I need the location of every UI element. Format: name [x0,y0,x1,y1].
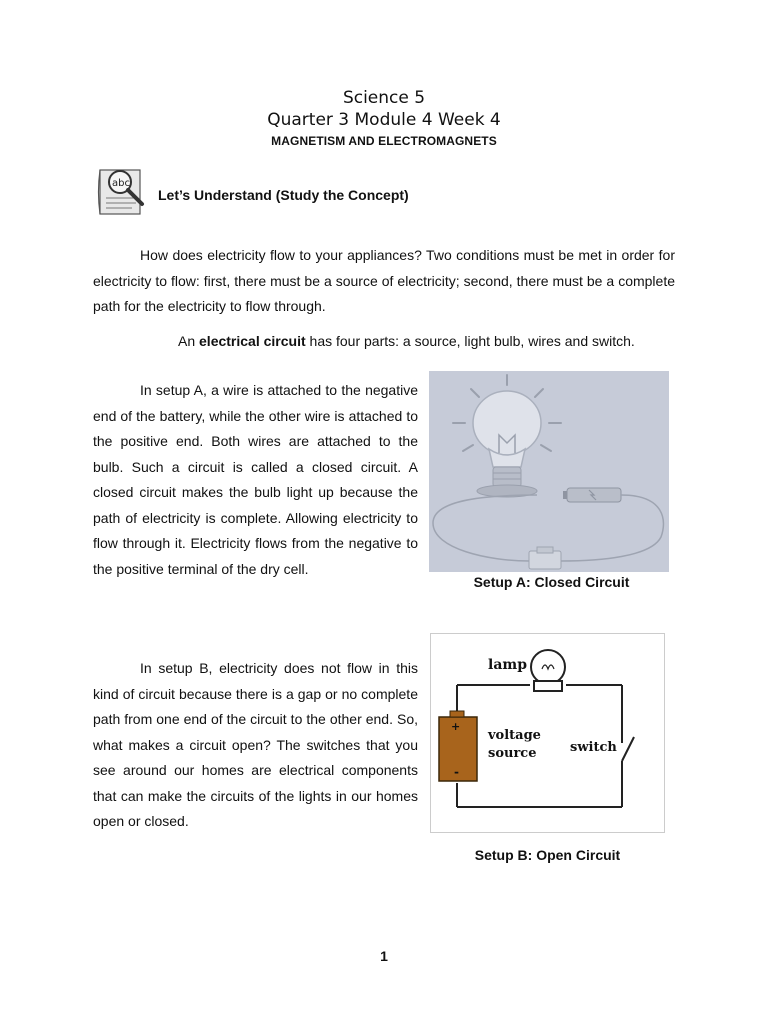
lamp-label: lamp [488,657,527,673]
module-title: Quarter 3 Module 4 Week 4 [267,110,501,130]
open-circuit-figure [430,633,665,833]
source-label: source [488,746,537,761]
subject-title: Science 5 [342,88,426,108]
setup-a-caption: Setup A: Closed Circuit [473,574,630,590]
page-number: 1 [380,948,388,964]
negative-terminal-label: - [454,765,459,779]
voltage-label: voltage [488,728,541,743]
electrical-circuit-term: electrical circuit [199,333,306,349]
positive-terminal-label: + [451,720,461,733]
paragraph-circuit-parts [93,329,675,355]
setup-b-caption: Setup B: Open Circuit [474,847,621,863]
topic-title: MAGNETISM AND ELECTROMAGNETS [271,134,497,148]
closed-circuit-figure [429,371,669,572]
paragraph-intro: How does electricity flow to your appliances? Two conditions must be met in order for electricity to flow: first, there must be a source of electricity; second, there must be a complete path for the electricity to flow through. [93,247,675,314]
paragraph-setup-b: In setup B, electricity does not flow in this kind of circuit because there is a gap or no complete path from one end of the circuit to the other end. So, what makes a circuit open? The switches that you see around our homes are electrical components that can make the circuits of the lights in our homes open or closed. [93,660,418,829]
paragraph-setup-a: In setup A, a wire is attached to the negative end of the battery, while the other wire is attached to the positive end. Both wires are attached to the bulb. Such a circuit is called a closed circuit. A closed circuit makes the bulb light up because the path of electricity is complete. Allowing electricity to flow through it. Electricity flows from the negative to the positive terminal of the dry cell. [93,382,418,577]
switch-label: switch [570,740,617,755]
svg-text:abc: abc [112,178,130,189]
magnifier-abc-icon [96,164,152,216]
circuit-parts-text-after: has four parts: a source, light bulb, wires and switch. [305,333,635,349]
circuit-parts-text-before: An [178,333,200,349]
section-title: Let’s Understand (Study the Concept) [158,187,409,203]
